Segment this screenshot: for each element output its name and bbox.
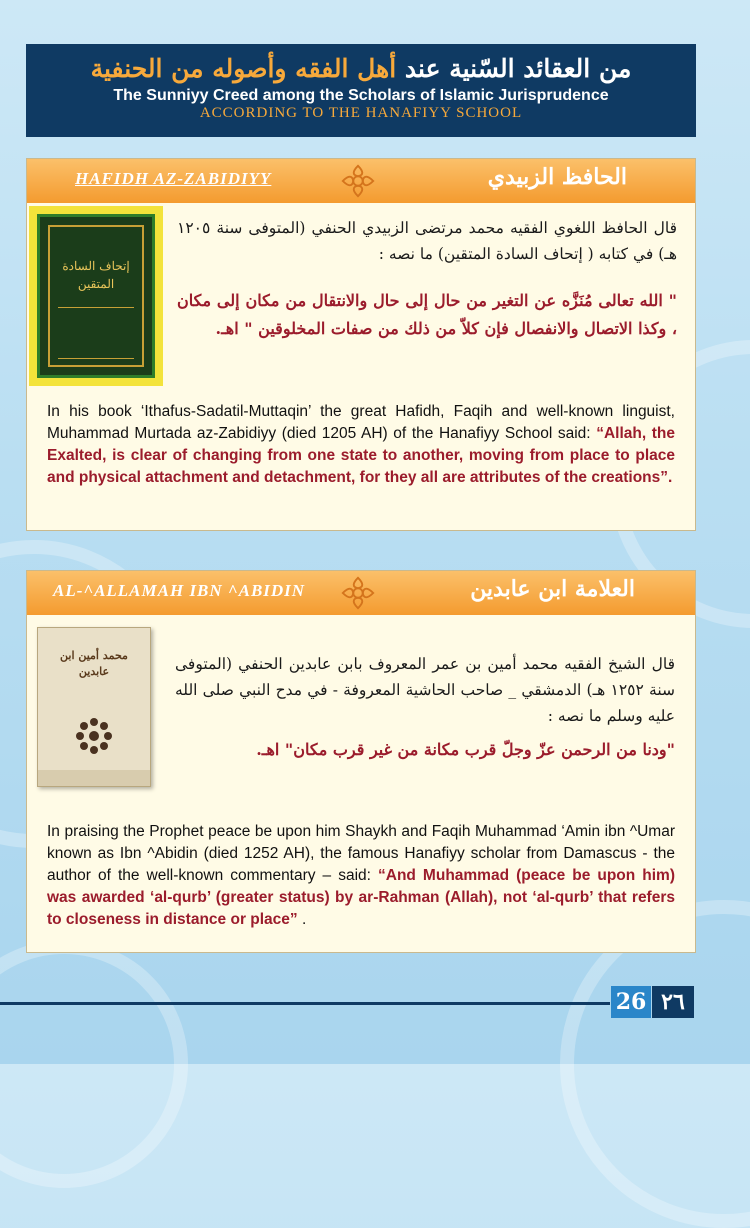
header-title-arabic [26,54,696,84]
star-ornament-icon [74,716,114,756]
header-title-english: The Sunniyy Creed among the Scholars of Islamic Jurisprudence [113,87,609,104]
arabic-quote [177,287,677,343]
book-cover-ithaf [29,206,163,386]
header-title-ar-part1: من العقائد السّنية عند [404,54,632,83]
english-paragraph [47,821,675,931]
arabic-intro-text: قال الحافظ اللغوي الفقيه محمد مرتضى الزبيدي الحنفي (المتوفى سنة ١٢٠٥ هـ) في كتابه ( إتحاف السادة المتقين) ما نصه : [177,219,677,263]
section-title-bar [27,159,695,203]
fleur-ornament-icon [339,162,377,200]
header-title-ar-part2: أهل الفقه وأصوله من الحنفية [90,54,397,83]
section-ibn-abidin [26,570,696,953]
english-end: . [297,911,307,928]
book-title: محمد أمين ابن عابدين [60,649,128,678]
background-ornament [0,940,188,1188]
english-quote: “And Muhammad (peace be upon him) was awarded ‘al-qurb’ (greater status) by ar-Rahman (Allah), not ‘al-qurb’ that refers to closeness in distance or place” [47,867,676,928]
arabic-intro [175,651,675,729]
english-quote: “Allah, the Exalted, is clear of changing from one state to another, moving from place to place and physical attachment and detachment, for they all are attributes of the creations”. [47,425,675,486]
fleur-ornament-icon [339,574,377,612]
arabic-intro [177,215,677,267]
book-cover-ibn-abidin [37,627,151,787]
section-title-arabic: العلامة ابن عابدين [470,576,635,602]
section-title-bar [27,571,695,615]
section-zabidiyy [26,158,696,531]
page-header [26,44,696,137]
english-intro: In his book ‘Ithafus-Sadatil-Muttaqin’ the great Hafidh, Faqih and well-known linguist, Muhammad Murtada az-Zabidiyy (died 1205 AH) of the Hanafiyy School said: [47,403,675,442]
arabic-quote-text: "ودنا من الرحمن عزّ وجلّ قرب مكانة من غير قرب مكان" اهـ. [256,740,675,759]
footer-rule [0,1002,610,1005]
english-intro: In praising the Prophet peace be upon him Shaykh and Faqih Muhammad ‘Amin ibn ^Umar known as Ibn ^Abidin (died 1252 AH), the famous Hanafiyy scholar from Damascus - the author of the well-known commentary – said: [47,823,675,884]
header-subtitle: ACCORDING TO THE HANAFIYY SCHOOL [199,105,523,121]
english-paragraph [47,401,675,489]
section-title-arabic: الحافظ الزبيدي [487,164,627,190]
page-number-english: 26 [611,986,651,1018]
arabic-intro-text: قال الشيخ الفقيه محمد أمين بن عمر المعروف بابن عابدين الحنفي (المتوفى سنة ١٢٥٢ هـ) الدمشقي _ صاحب الحاشية المعروفة - في مدح النبي صلى الله عليه وسلم ما نصه : [175,655,675,725]
arabic-quote-text: " الله تعالى مُنَزَّه عن التغير من حال إلى حال والانتقال من مكان إلى مكان ، وكذا الاتصال والانفصال فإن كلاّ من ذلك من صفات المخلوقين " اهـ. [177,291,677,338]
section-title-english: AL-^ALLAMAH IBN ^ABIDIN [53,581,306,600]
section-title-english: HAFIDH AZ-ZABIDIYY [75,169,272,188]
arabic-quote [175,737,675,763]
book-title: إتحاف السادة المتقين [62,259,130,291]
page-number-arabic: ٢٦ [652,986,694,1018]
